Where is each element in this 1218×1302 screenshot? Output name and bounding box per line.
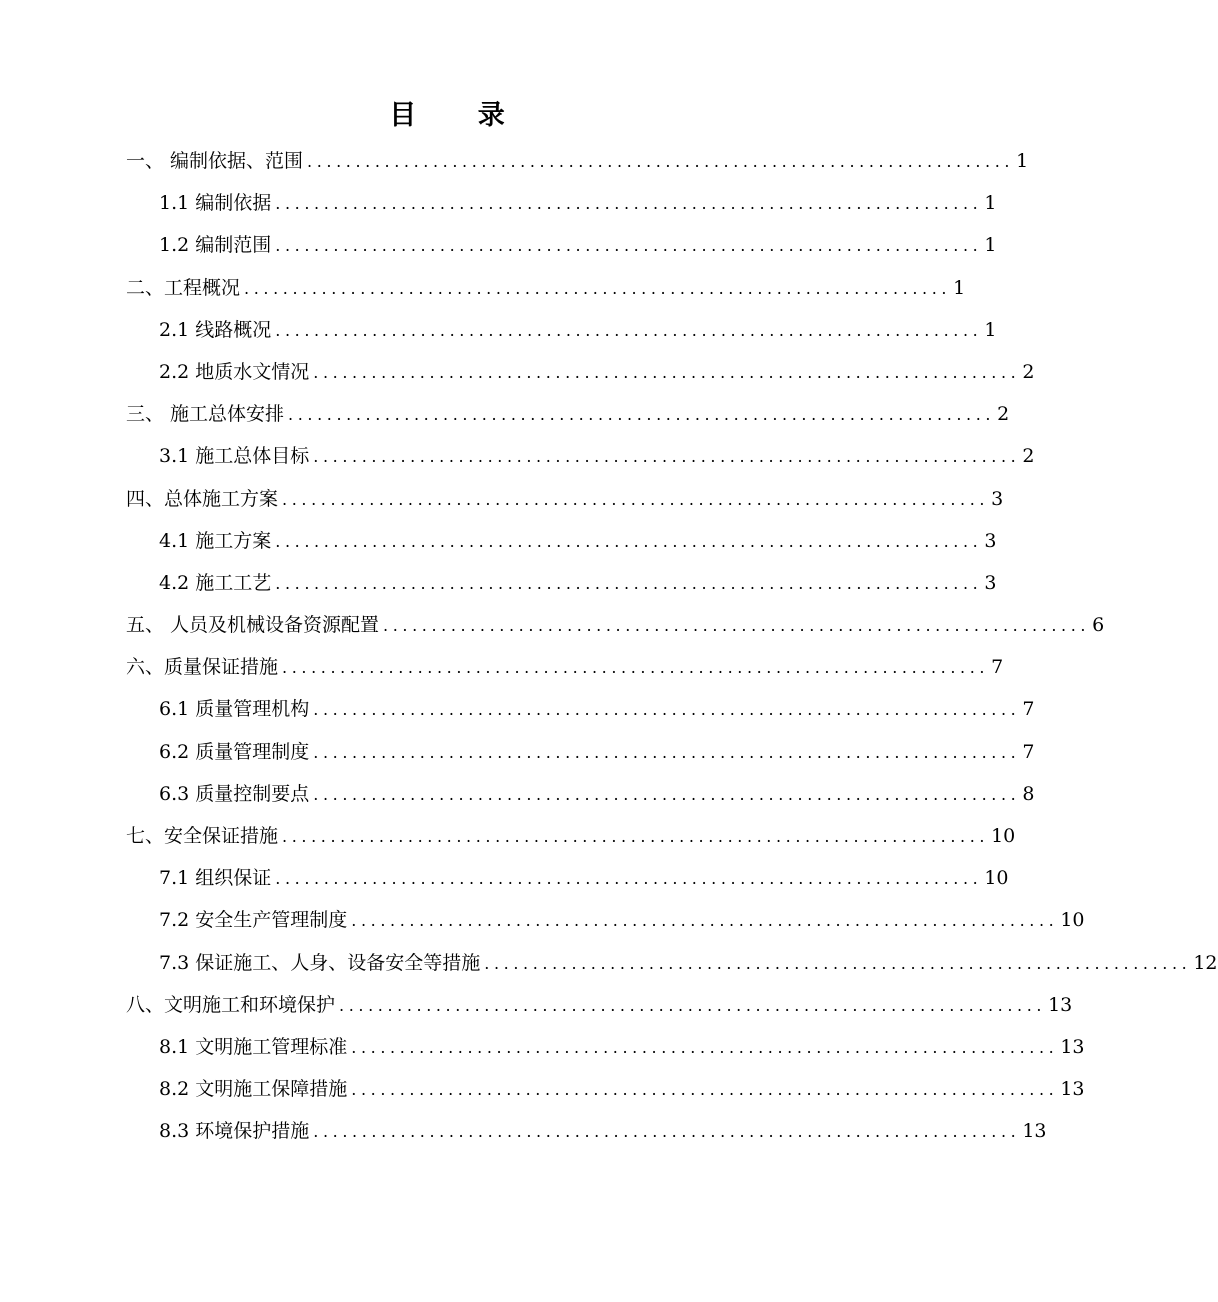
toc-entry[interactable] (126, 984, 1073, 1026)
toc-dot-leader: ......................................................................... (288, 405, 996, 425)
toc-entry[interactable] (126, 520, 997, 562)
toc-dot-leader: ......................................................................... (244, 278, 952, 298)
toc-entry[interactable] (126, 688, 1035, 730)
toc-entry[interactable] (126, 478, 1004, 520)
toc-entry-page-number: 13 (1060, 1035, 1085, 1058)
toc-entry[interactable] (126, 267, 966, 309)
toc-entry-page-number: 7 (1022, 698, 1035, 721)
toc-dot-leader: ......................................................................... (313, 1122, 1021, 1142)
toc-entry[interactable] (126, 309, 997, 351)
toc-entry[interactable] (126, 140, 1029, 182)
toc-entry-page-number: 6 (1092, 614, 1105, 637)
toc-entry[interactable] (126, 393, 1010, 435)
toc-dot-leader: ......................................................................... (351, 911, 1059, 931)
toc-dot-leader: ......................................................................... (484, 953, 1192, 973)
toc-entry[interactable] (126, 857, 1009, 899)
toc-entry-label: 3.1 施工总体目标 (159, 445, 310, 468)
toc-entry-page-number: 7 (991, 656, 1004, 679)
toc-dot-leader: ......................................................................... (282, 489, 990, 509)
toc-entry-page-number: 1 (1016, 150, 1029, 172)
toc-entry-page-number: 13 (1048, 993, 1073, 1016)
toc-entry-label: 三、 施工总体安排 (126, 403, 285, 426)
toc-entry-label: 一、 编制依据、范围 (126, 150, 304, 172)
toc-entry[interactable] (126, 351, 1035, 393)
toc-entry-label: 六、质量保证措施 (126, 656, 279, 679)
toc-entry-label: 7.3 保证施工、人身、设备安全等措施 (159, 951, 481, 974)
toc-entry-page-number: 2 (1022, 445, 1035, 468)
toc-entry-label: 2.1 线路概况 (159, 318, 272, 341)
toc-dot-leader: ......................................................................... (313, 784, 1021, 804)
toc-entry-page-number: 3 (984, 529, 997, 552)
toc-dot-leader: ......................................................................... (282, 827, 990, 846)
toc-entry-page-number: 10 (984, 867, 1009, 890)
toc-entry-label: 五、 人员及机械设备资源配置 (126, 614, 380, 637)
toc-entry-label: 7.2 安全生产管理制度 (159, 909, 348, 932)
toc-dot-leader: ......................................................................... (383, 616, 1091, 636)
toc-entry-label: 2.2 地质水文情况 (159, 360, 310, 383)
toc-dot-leader: ......................................................................... (275, 573, 983, 593)
toc-dot-leader: ......................................................................... (351, 1037, 1059, 1057)
toc-entry[interactable] (126, 604, 1105, 646)
toc-dot-leader: ......................................................................... (275, 531, 983, 551)
toc-entry-page-number: 1 (984, 234, 997, 257)
toc-entry[interactable] (126, 646, 1004, 688)
toc-entry-page-number: 10 (991, 825, 1016, 847)
toc-entry[interactable] (126, 435, 1035, 477)
toc-entry-label: 1.2 编制范围 (159, 234, 272, 257)
toc-entry-page-number: 7 (1022, 740, 1035, 763)
toc-dot-leader: ......................................................................... (339, 995, 1047, 1015)
toc-entry[interactable] (126, 1068, 1085, 1110)
toc-entry[interactable] (126, 942, 1218, 984)
toc-entry[interactable] (126, 731, 1035, 773)
toc-dot-leader: ......................................................................... (313, 700, 1021, 720)
toc-entry[interactable] (126, 182, 997, 224)
toc-entry-page-number: 3 (984, 571, 997, 594)
toc-entry-label: 八、文明施工和环境保护 (126, 993, 336, 1016)
toc-title: 目 录 (389, 100, 531, 131)
toc-entry-label: 二、工程概况 (126, 276, 241, 299)
toc-dot-leader: ......................................................................... (307, 152, 1015, 171)
toc-dot-leader: ......................................................................... (275, 194, 983, 214)
toc-entry[interactable] (126, 562, 997, 604)
toc-dot-leader: ......................................................................... (275, 869, 983, 889)
toc-entry-page-number: 2 (1022, 360, 1035, 383)
toc-entry-page-number: 1 (953, 276, 966, 299)
toc-entry-label: 4.1 施工方案 (159, 529, 272, 552)
toc-entry-page-number: 8 (1022, 782, 1035, 805)
toc-entry-label: 6.1 质量管理机构 (159, 698, 310, 721)
toc-entry-label: 7.1 组织保证 (159, 867, 272, 890)
toc-dot-leader: ......................................................................... (313, 447, 1021, 467)
toc-dot-leader: ......................................................................... (282, 658, 990, 678)
toc-entry-page-number: 13 (1022, 1120, 1047, 1143)
toc-entry[interactable] (126, 899, 1085, 941)
toc-entry-label: 6.2 质量管理制度 (159, 740, 310, 763)
toc-entry-page-number: 13 (1060, 1078, 1085, 1101)
toc-entry-page-number: 1 (984, 318, 997, 341)
toc-entry-label: 4.2 施工工艺 (159, 571, 272, 594)
toc-entry-label: 8.3 环境保护措施 (159, 1120, 310, 1143)
toc-entry-label: 6.3 质量控制要点 (159, 782, 310, 805)
toc-entry[interactable] (126, 815, 1016, 857)
toc-dot-leader: ......................................................................... (351, 1080, 1059, 1100)
toc-entry-label: 四、总体施工方案 (126, 487, 279, 510)
toc-entry[interactable] (126, 224, 997, 266)
toc-entry-page-number: 3 (991, 487, 1004, 510)
toc-entry-page-number: 12 (1193, 951, 1218, 974)
toc-entry-label: 8.1 文明施工管理标准 (159, 1035, 348, 1058)
toc-dot-leader: ......................................................................... (313, 362, 1021, 382)
toc-entry-page-number: 2 (997, 403, 1010, 426)
toc-entry-label: 1.1 编制依据 (159, 192, 272, 215)
toc-entry-label: 七、安全保证措施 (126, 825, 279, 847)
toc-entry[interactable] (126, 1026, 1085, 1068)
toc-entry[interactable] (126, 1110, 1047, 1152)
toc-entry-page-number: 10 (1060, 909, 1085, 932)
toc-entry[interactable] (126, 773, 1035, 815)
toc-dot-leader: ......................................................................... (313, 742, 1021, 762)
toc-list (126, 140, 1218, 1153)
toc-entry-label: 8.2 文明施工保障措施 (159, 1078, 348, 1101)
toc-dot-leader: ......................................................................... (275, 236, 983, 256)
toc-entry-page-number: 1 (984, 192, 997, 215)
toc-dot-leader: ......................................................................... (275, 320, 983, 340)
